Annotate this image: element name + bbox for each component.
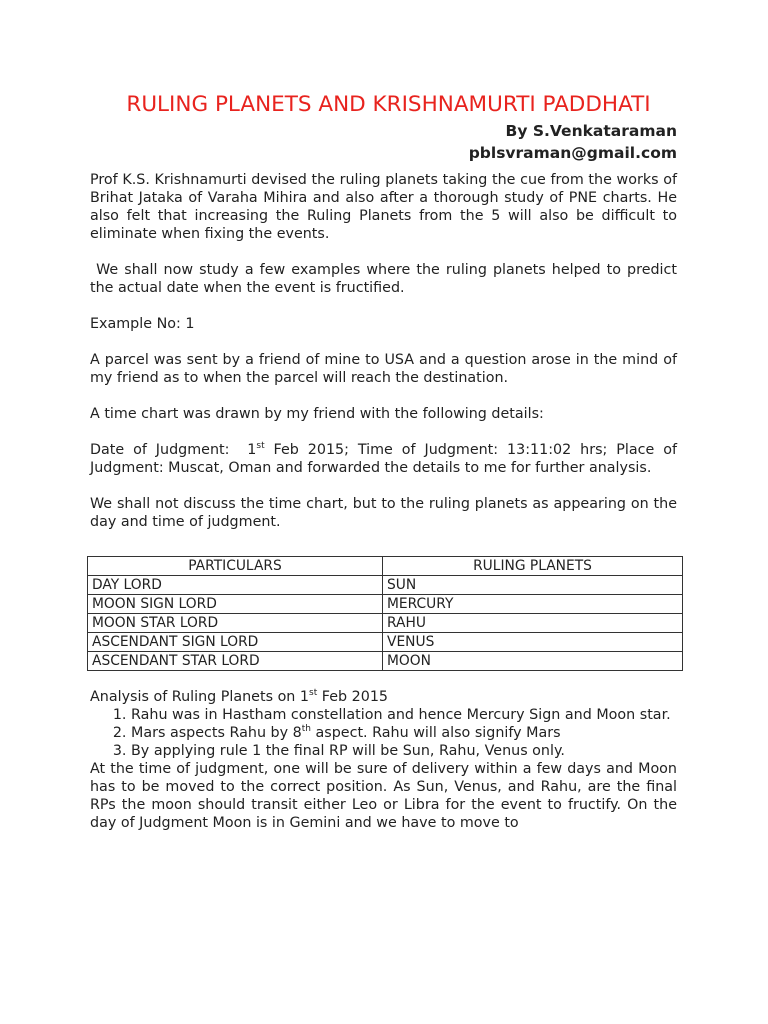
table-row bbox=[88, 614, 683, 633]
table-cell: MOON STAR LORD bbox=[88, 614, 383, 633]
study-paragraph: We shall now study a few examples where the ruling planets helped to predict the actual date when the event is fructified. bbox=[90, 262, 682, 296]
discuss-paragraph: We shall not discuss the time chart, but to the ruling planets as appearing on the day and time of judgment. bbox=[90, 496, 677, 530]
table-cell: SUN bbox=[383, 576, 683, 595]
table-cell: ASCENDANT SIGN LORD bbox=[88, 633, 383, 652]
conclusion-paragraph: At the time of judgment, one will be sure of delivery within a few days and Moon has to be moved to the correct position. As Sun, Venus, and Rahu, are the final RPs the moon should transit either Leo or Libra for the event to fructify. On the day of Judgment Moon is in Gemini and we have to move to bbox=[90, 761, 677, 831]
time-chart-paragraph: A time chart was drawn by my friend with the following details: bbox=[90, 406, 544, 422]
analysis-title-rest: Feb 2015 bbox=[317, 689, 389, 705]
author-email: pblsvraman@gmail.com bbox=[468, 144, 677, 162]
list-item bbox=[131, 724, 677, 742]
table-row bbox=[88, 633, 683, 652]
intro-paragraph: Prof K.S. Krishnamurti devised the ruling planets taking the cue from the works of Brihat Jataka of Varaha Mihira and also after a thorough study of PNE charts. He also felt that increasing the Ruling Planets from the 5 will also be difficult to eliminate when fixing the events. bbox=[90, 172, 677, 242]
document-page bbox=[90, 90, 682, 832]
analysis-ordinal-suffix: st bbox=[309, 688, 318, 699]
table-header-cell: PARTICULARS bbox=[88, 557, 383, 576]
ruling-planets-table bbox=[87, 556, 683, 671]
judgment-date-prefix: Date of Judgment: 1 bbox=[90, 442, 257, 458]
example-heading: Example No: 1 bbox=[90, 316, 195, 332]
table-row bbox=[88, 652, 683, 671]
byline bbox=[90, 120, 677, 164]
judgment-ordinal-suffix: st bbox=[256, 441, 265, 452]
table-row bbox=[88, 576, 683, 595]
item2-ordinal-suffix: th bbox=[301, 724, 311, 735]
judgment-details: Feb 2015; Time of Judgment: 13:11:02 hrs; Place of Judgment: Muscat, Oman and forwarded the details to me for further analysis. bbox=[90, 442, 677, 476]
item2-rest: aspect. Rahu will also signify Mars bbox=[310, 725, 561, 741]
table-cell: MOON bbox=[383, 652, 683, 671]
list-item: 3. By applying rule 1 the final RP will be Sun, Rahu, Venus only. bbox=[131, 742, 677, 760]
table-cell: ASCENDANT STAR LORD bbox=[88, 652, 383, 671]
table-row bbox=[88, 595, 683, 614]
analysis-title bbox=[90, 688, 677, 706]
judgment-paragraph bbox=[90, 441, 677, 477]
table-header-row bbox=[88, 557, 683, 576]
table-cell: MOON SIGN LORD bbox=[88, 595, 383, 614]
list-item: 1. Rahu was in Hastham constellation and hence Mercury Sign and Moon star. bbox=[131, 706, 677, 724]
analysis-list bbox=[90, 706, 677, 760]
table-cell: MERCURY bbox=[383, 595, 683, 614]
table-cell: VENUS bbox=[383, 633, 683, 652]
table-cell: RAHU bbox=[383, 614, 683, 633]
parcel-paragraph: A parcel was sent by a friend of mine to USA and a question arose in the mind of my friend as to when the parcel will reach the destination. bbox=[90, 352, 677, 386]
item2-prefix: Mars aspects Rahu by 8 bbox=[131, 725, 302, 741]
analysis-title-prefix: Analysis of Ruling Planets on 1 bbox=[90, 689, 310, 705]
table-cell: DAY LORD bbox=[88, 576, 383, 595]
document-title: RULING PLANETS AND KRISHNAMURTI PADDHATI bbox=[126, 92, 651, 117]
table-header-cell: RULING PLANETS bbox=[383, 557, 683, 576]
author-name: By S.Venkataraman bbox=[505, 122, 677, 140]
